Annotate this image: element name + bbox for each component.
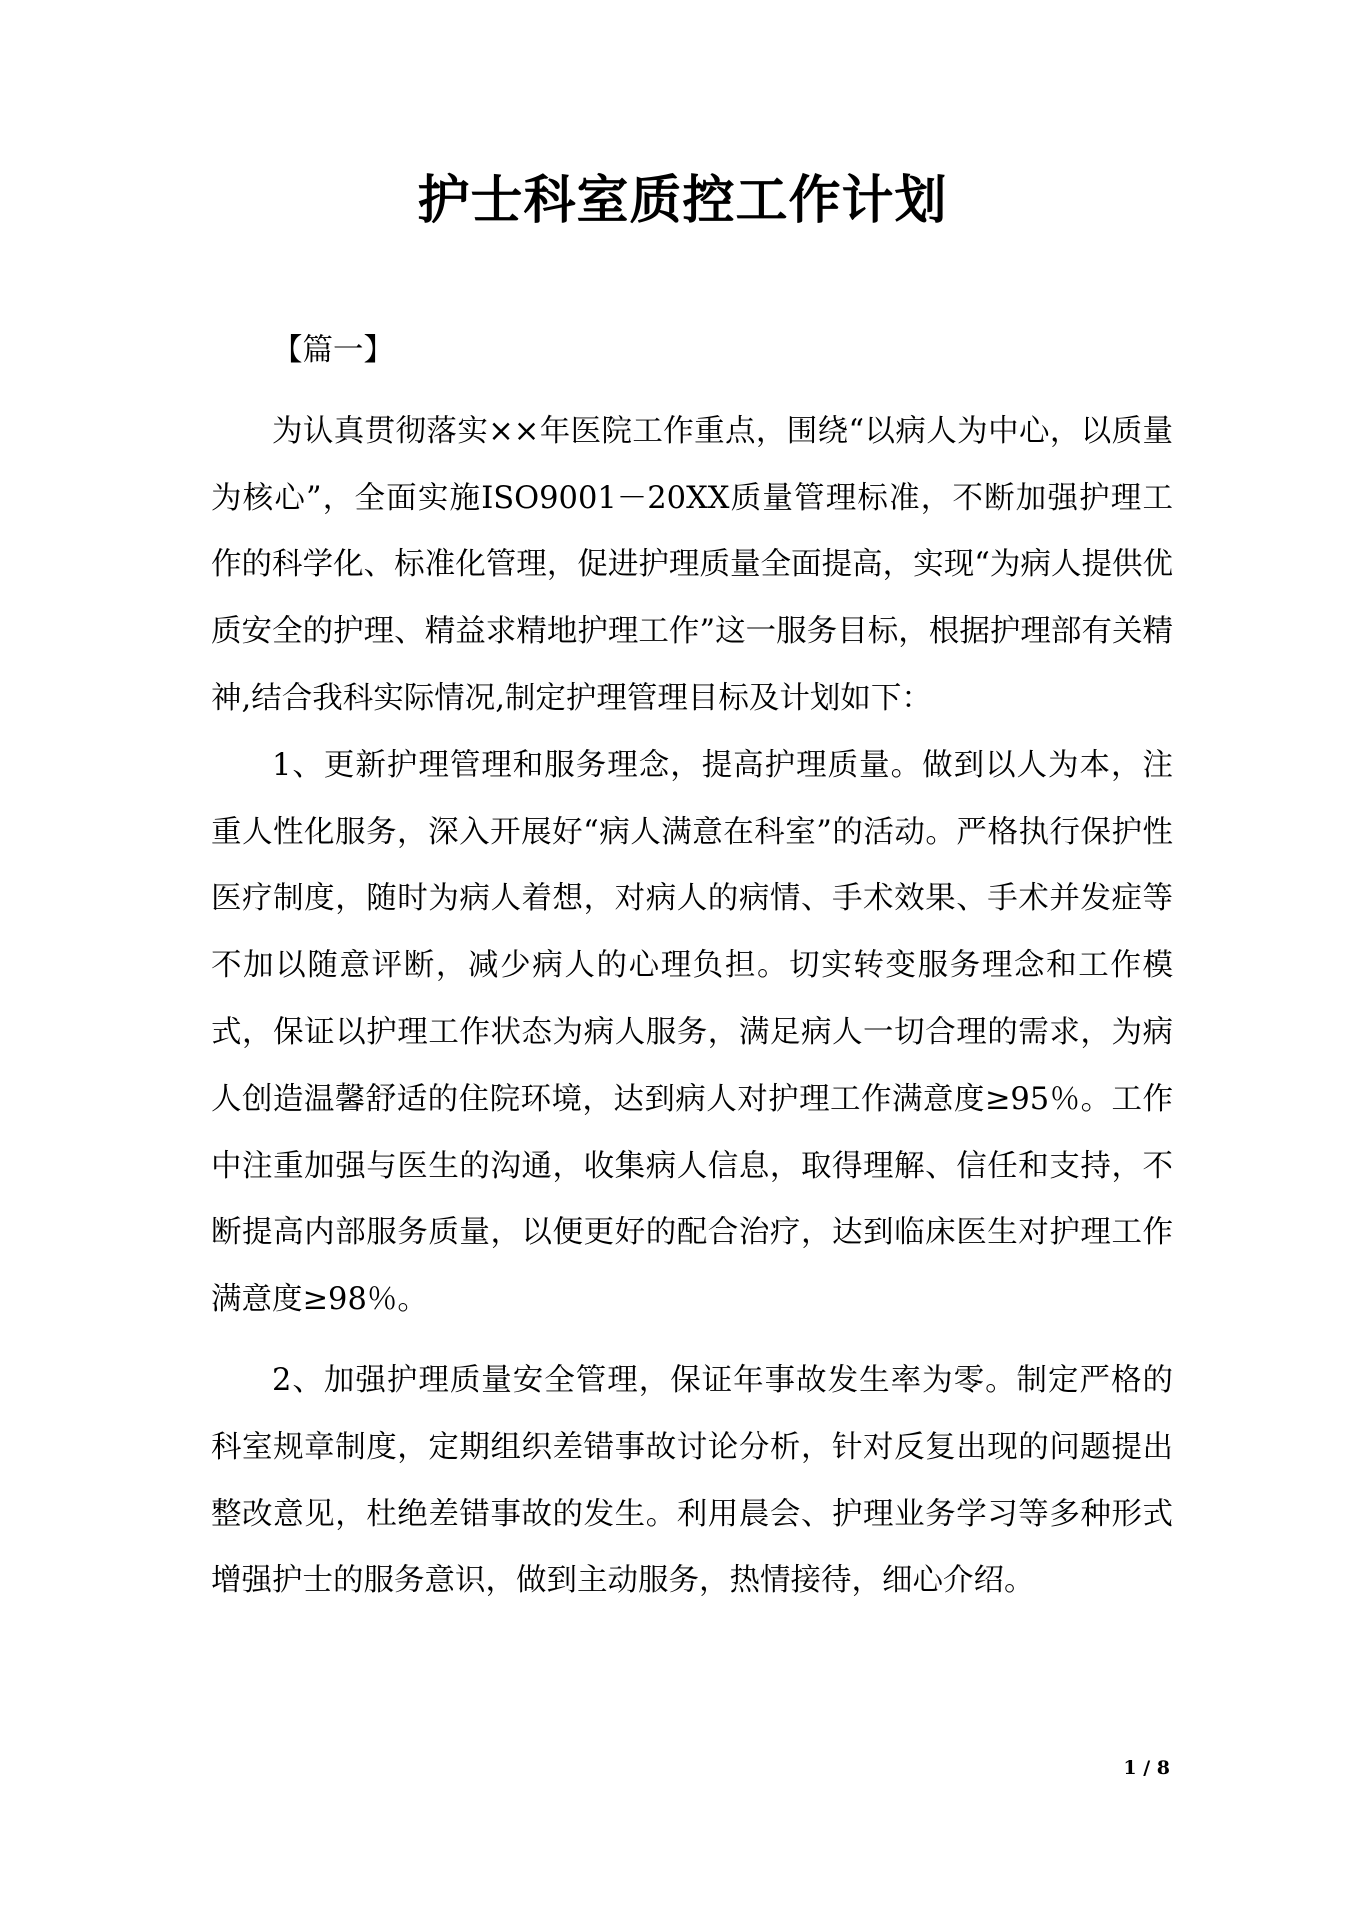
page-number: 1 / 8 [1123,1757,1170,1779]
section-label: 【篇一】 [272,333,394,368]
paragraph-item-1: 1、更新护理管理和服务理念，提高护理质量。做到以人为本，注重人性化服务，深入开展好“病人满意在科室”的活动。严格执行保护性医疗制度，随时为病人着想，对病人的病情、手术效果、手术并发症等不加以随意评断，减少病人的心理负担。切实转变服务理念和工作模式，保证以护理工作状态为病人服务，满足病人一切合理的需求，为病人创造温馨舒适的住院环境，达到病人对护理工作满意度≥95％。工作中注重加强与医生的沟通，收集病人信息，取得理解、信任和支持，不断提高内部服务质量，以便更好的配合治疗，达到临床医生对护理工作满意度≥98％。 [211,747,1173,1318]
paragraph-item-2: 2、加强护理质量安全管理，保证年事故发生率为零。制定严格的科室规章制度，定期组织差错事故讨论分析，针对反复出现的问题提出整改意见，杜绝差错事故的发生。利用晨会、护理业务学习等多种形式增强护士的服务意识，做到主动服务，热情接待，细心介绍。 [211,1362,1173,1599]
document-body [211,318,1173,1615]
document-title: 护士科室质控工作计划 [417,171,948,231]
paragraph-intro: 为认真贯彻落实××年医院工作重点，围绕“以病人为中心，以质量为核心”，全面实施ISO9001－20XX质量管理标准，不断加强护理工作的科学化、标准化管理，促进护理质量全面提高，实现“为病人提供优质安全的护理、精益求精地护理工作”这一服务目标，根据护理部有关精神,结合我科实际情况,制定护理管理目标及计划如下： [211,413,1173,716]
